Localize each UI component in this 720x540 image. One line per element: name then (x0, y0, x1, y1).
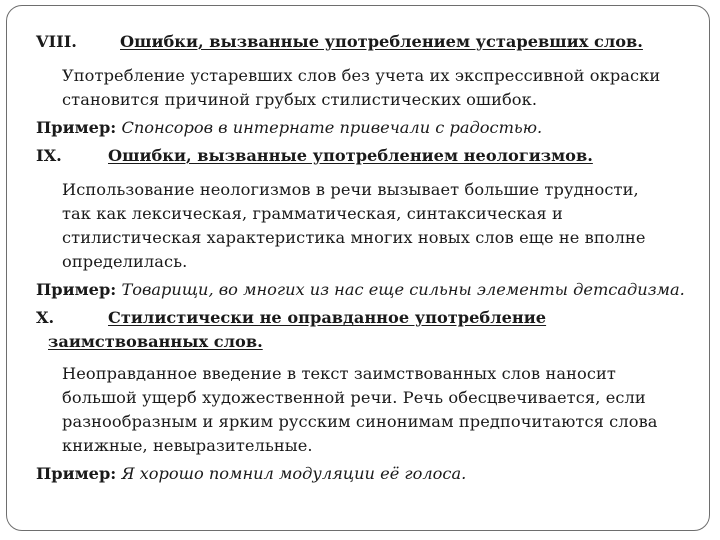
example-line-viii (36, 116, 542, 140)
section-body-line: стилистическая характеристика многих новых слов еще не вполне (62, 228, 646, 247)
example-label: Пример: (36, 464, 117, 483)
section-heading-ix: Ошибки, вызванные употреблением неологизмов. (108, 146, 593, 165)
example-text: Я хорошо помнил модуляции её голоса. (121, 464, 467, 483)
section-body-line: Неоправданное введение в текст заимствованных слов наносит (62, 364, 616, 383)
example-line-x (36, 462, 466, 486)
section-body-line: определилась. (62, 252, 188, 271)
example-text: Товарищи, во многих из нас еще сильны элементы детсадизма. (121, 280, 685, 299)
section-number-x: X. (36, 308, 55, 327)
section-heading-viii: Ошибки, вызванные употреблением устаревших слов. (120, 32, 643, 51)
section-body-line: разнообразным и ярким русским синонимам предпочитаются слова (62, 412, 658, 431)
section-body-line: становится причиной грубых стилистических ошибок. (62, 90, 538, 109)
section-body-line: Использование неологизмов в речи вызывает большие трудности, (62, 180, 639, 199)
example-label: Пример: (36, 280, 117, 299)
section-number-viii: VIII. (36, 32, 77, 51)
section-body-line: книжные, невыразительные. (62, 436, 313, 455)
section-heading-x-cont: заимствованных слов. (48, 332, 263, 351)
section-body-line: большой ущерб художественной речи. Речь обесцвечивается, если (62, 388, 646, 407)
section-heading-x: Стилистически не оправданное употребление (108, 308, 547, 327)
example-text: Спонсоров в интернате привечали с радостью. (121, 118, 543, 137)
section-number-ix: IX. (36, 146, 62, 165)
example-label: Пример: (36, 118, 117, 137)
section-body-line: Употребление устаревших слов без учета их экспрессивной окраски (62, 66, 661, 85)
section-body-line: так как лексическая, грамматическая, синтаксическая и (62, 204, 563, 223)
example-line-ix (36, 278, 685, 302)
